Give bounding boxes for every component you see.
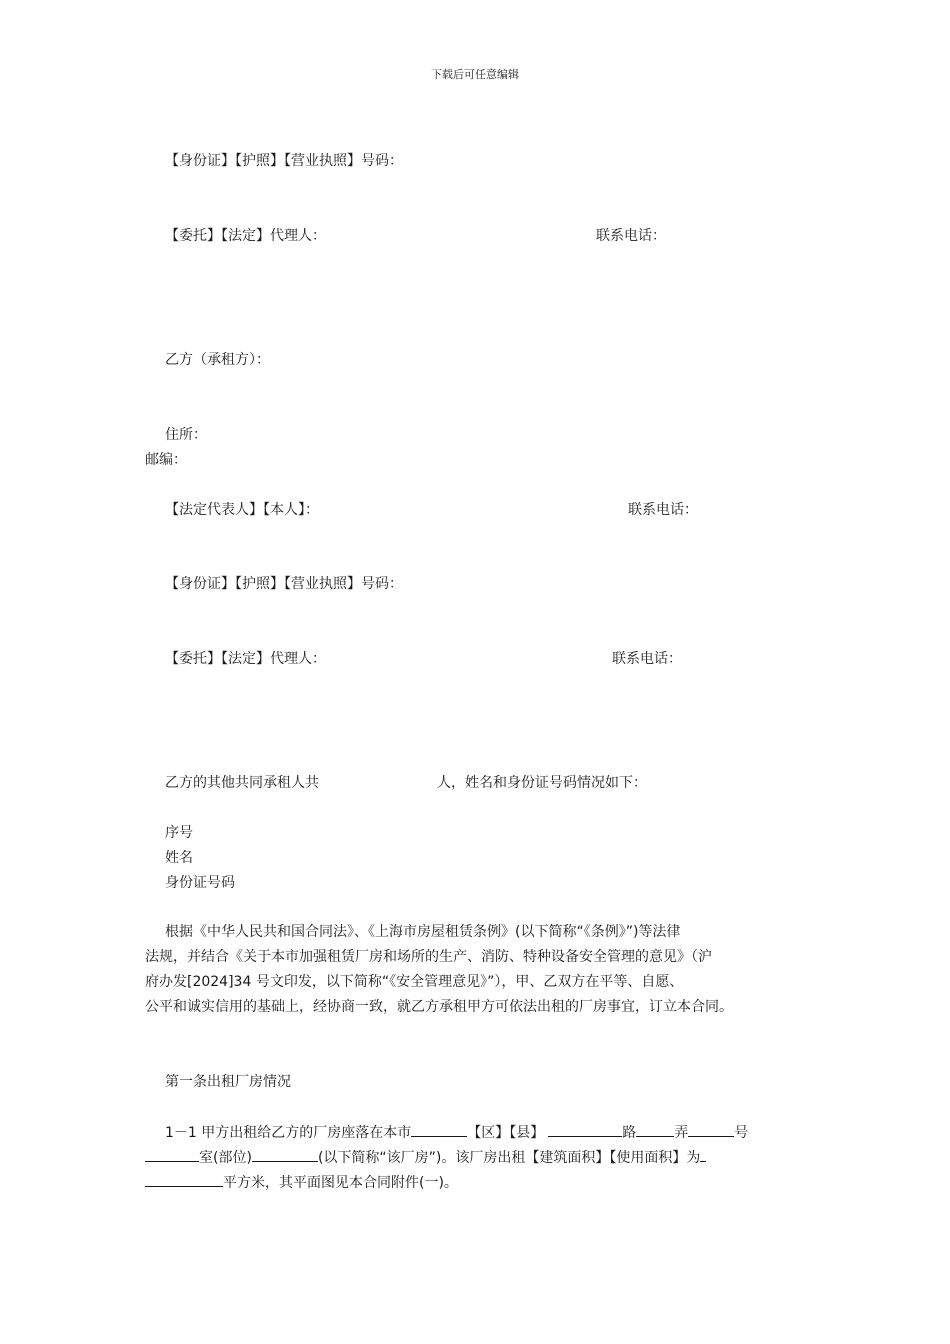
article1-title: 第一条出租厂房情况 [165,1074,291,1090]
clause1-text-b: 【区】【县】 [467,1125,545,1141]
article1-clause1-line2 [145,1147,706,1168]
co-tenants-col-no: 序号 [165,825,193,841]
clause1-text-c: 路 [622,1125,637,1141]
clause1-text-d: 弄 [674,1125,689,1141]
area-blank [145,1172,223,1187]
room-blank [145,1147,199,1162]
number-blank [688,1122,734,1137]
page-header-note: 下载后可任意编辑 [431,68,519,81]
partyB-agent-label: 【委托】【法定】代理人： [165,651,326,667]
partyB-title: 乙方（承租方）： [165,352,270,368]
partyB-address-label: 住所： [165,427,207,443]
co-tenants-intro-start: 乙方的其他共同承租人共 [165,775,319,791]
partyA-agent-phone-label: 联系电话： [596,228,666,244]
partyB-id-label: 【身份证】【护照】【营业执照】号码： [165,576,403,592]
partyB-rep-phone-label: 联系电话： [628,502,698,518]
clause1-text-g: (以下简称“该厂房”)。该厂房出租【建筑面积】【使用面积】为 [317,1150,701,1166]
co-tenants-intro-end: 人，姓名和身份证号码情况如下： [437,775,647,791]
part-blank [252,1147,318,1162]
partyB-agent-phone-label: 联系电话： [612,651,682,667]
clause1-text-h: 平方米，其平面图见本合同附件(一)。 [223,1175,458,1191]
article1-clause1-line1 [165,1122,748,1143]
co-tenants-col-id: 身份证号码 [165,875,235,891]
article1-clause1-line3 [145,1172,458,1193]
co-tenants-col-name: 姓名 [165,850,193,866]
clause1-text-e: 号 [734,1125,749,1141]
clause1-text-f: 室(部位) [199,1150,252,1166]
clause1-text-a: 1－1 甲方出租给乙方的厂房座落在本市 [165,1125,412,1141]
preamble-line-3: 府办发[2024]34 号文印发，以下简称“《安全管理意见》”），甲、乙双方在平等、自愿、 [145,974,684,990]
preamble-line-4: 公平和诚实信用的基础上，经协商一致，就乙方承租甲方可依法出租的厂房事宜，订立本合同。 [145,999,733,1015]
district-blank [411,1122,467,1137]
lane-blank [636,1122,674,1137]
partyB-rep-label: 【法定代表人】【本人】： [165,502,319,518]
preamble-line-1: 根据《中华人民共和国合同法》、《上海市房屋租赁条例》(以下简称“《条例》”)等法律 [165,924,681,940]
road-blank [548,1122,622,1137]
partyA-agent-label: 【委托】【法定】代理人： [165,228,326,244]
partyA-id-label: 【身份证】【护照】【营业执照】号码： [165,153,403,169]
partyB-postcode-label: 邮编： [145,452,187,468]
area-blank-start [700,1147,706,1162]
preamble-line-2: 法规，并结合《关于本市加强租赁厂房和场所的生产、消防、特种设备安全管理的意见》（沪 [145,949,712,965]
